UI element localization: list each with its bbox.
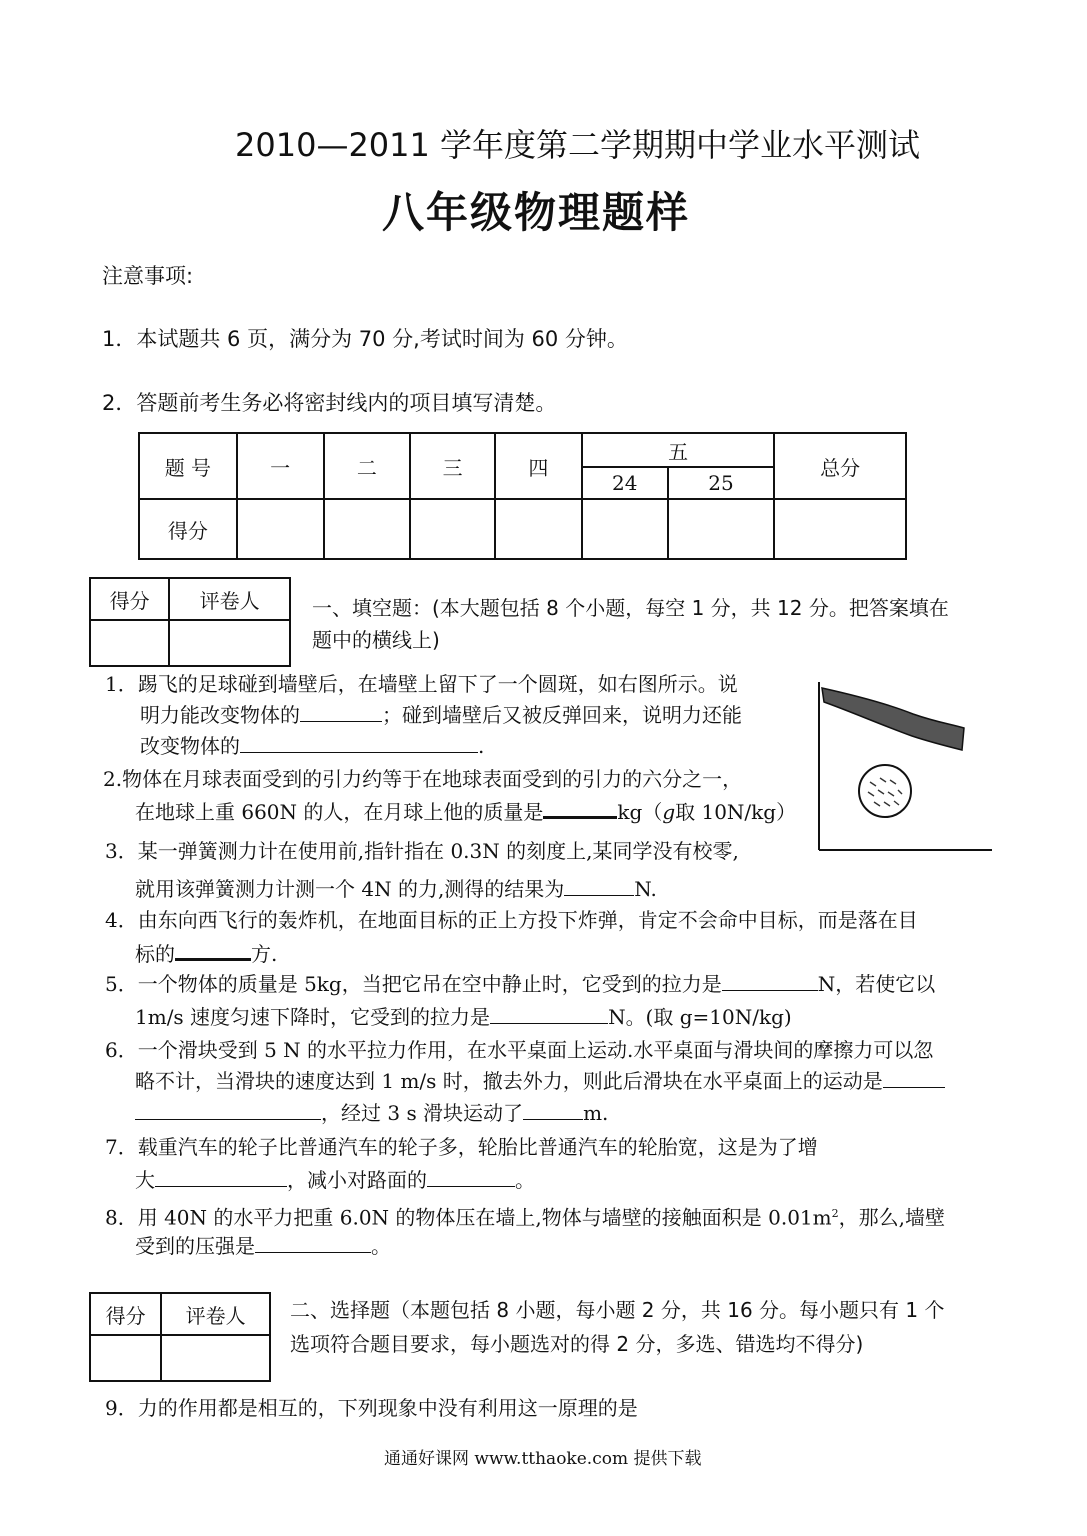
score-cell (495, 499, 582, 559)
question-7-line-1: 7．载重汽车的轮子比普通汽车的轮子多，轮胎比普通汽车的轮胎宽，这是为了增 (105, 1135, 818, 1159)
answer-blank[interactable] (523, 1099, 583, 1120)
question-4-line-1: 4．由东向西飞行的轰炸机，在地面目标的正上方投下炸弹，肯定不会命中目标，而是落在目 (105, 908, 918, 932)
grader-box-grader-label: 评卷人 (169, 578, 290, 620)
exam-subtitle: 八年级物理题样 (382, 188, 691, 237)
score-table-section-1: 一 (237, 433, 324, 499)
page-footer: 通通好课网 www.tthaoke.com 提供下载 (384, 1449, 702, 1469)
answer-blank[interactable] (255, 1232, 371, 1253)
score-cell (668, 499, 775, 559)
score-cell (237, 499, 324, 559)
score-table (138, 432, 907, 560)
question-3-line-2: 就用该弹簧测力计测一个 4N 的力,测得的结果为 N. (135, 877, 657, 901)
answer-blank[interactable] (490, 1003, 608, 1024)
score-cell (410, 499, 495, 559)
section-1-heading-cont: 题中的横线上) (312, 628, 440, 652)
grader-box-cell (161, 1335, 270, 1381)
question-1-line-3: 改变物体的 . (140, 734, 485, 758)
section-2-heading-cont: 选项符合题目要求，每小题选对的得 2 分，多选、错选均不得分) (290, 1332, 864, 1356)
answer-blank[interactable] (175, 938, 251, 961)
question-8-line-1: 8．用 40N 的水平力把重 6.0N 的物体压在墙上,物体与墙壁的接触面积是 $0.01m^2$，那么,墙壁 (105, 1205, 945, 1230)
question-2-line-1: 2.物体在月球表面受到的引力约等于在地球表面受到的引力的六分之一， (103, 767, 743, 791)
ball-trajectory-band (822, 688, 964, 750)
note-item-1: 1．本试题共 6 页，满分为 70 分,考试时间为 60 分钟。 (102, 327, 628, 351)
question-3-line-1: 3．某一弹簧测力计在使用前,指针指在 0.3N 的刻度上,某同学没有校零, (105, 839, 739, 863)
grader-box-cell (169, 620, 290, 666)
answer-blank[interactable] (240, 732, 478, 753)
score-cell (324, 499, 411, 559)
answer-blank[interactable] (300, 701, 382, 722)
answer-blank[interactable] (722, 970, 818, 991)
answer-blank[interactable] (883, 1067, 945, 1088)
grader-box-section-2 (89, 1292, 271, 1382)
question-5-line-1: 5．一个物体的质量是 5kg，当把它吊在空中静止时，它受到的拉力是 N，若使它以 (105, 972, 936, 996)
answer-blank[interactable] (427, 1166, 515, 1187)
question-1-line-2: 明力能改变物体的 ；碰到墙壁后又被反弹回来，说明力还能 (140, 703, 742, 727)
grader-box-cell (90, 620, 169, 666)
score-table-section-5: 五 (582, 433, 775, 467)
section-2-heading: 二、选择题（本题包括 8 小题，每小题 2 分，共 16 分。每小题只有 1 个 (290, 1298, 945, 1322)
answer-blank[interactable] (543, 796, 617, 819)
grader-box-score-label: 得分 (90, 578, 169, 620)
section-1-heading: 一、填空题：(本大题包括 8 个小题，每空 1 分，共 12 分。把答案填在 (312, 596, 949, 620)
notes-heading: 注意事项: (102, 264, 194, 288)
answer-blank[interactable] (135, 1099, 321, 1120)
question-5-line-2: 1m/s 速度匀速下降时，它受到的拉力是 N。(取 g=10N/kg) (135, 1005, 792, 1029)
score-table-score-label: 得分 (139, 499, 237, 559)
answer-blank[interactable] (564, 875, 634, 896)
question-2-line-2: 在地球上重 660N 的人，在月球上他的质量是 kg（g取 10N/kg） (135, 796, 796, 828)
answer-blank[interactable] (155, 1166, 287, 1187)
question-7-line-2: 大 ，减小对路面的 。 (135, 1168, 535, 1192)
score-table-section-3: 三 (410, 433, 495, 499)
wall-ball-figure (818, 682, 992, 852)
exam-title: 2010—2011 学年度第二学期期中学业水平测试 (235, 126, 921, 164)
question-9-line-1: 9．力的作用都是相互的，下列现象中没有利用这一原理的是 (105, 1396, 638, 1420)
score-table-section-2: 二 (324, 433, 411, 499)
ball-print-circle (859, 765, 911, 817)
grader-box-cell (90, 1335, 161, 1381)
question-6-line-3: ，经过 3 s 滑块运动了 m. (135, 1098, 608, 1129)
score-table-q25: 25 (668, 467, 775, 499)
score-table-section-4: 四 (495, 433, 582, 499)
question-4-line-2: 标的 方. (135, 938, 277, 970)
score-cell (582, 499, 668, 559)
question-1-line-1: 1．踢飞的足球碰到墙壁后，在墙壁上留下了一个圆斑，如右图所示。说 (105, 672, 738, 696)
grader-box-score-label: 得分 (90, 1293, 161, 1335)
question-6-line-2: 略不计，当滑块的速度达到 1 m/s 时，撤去外力，则此后滑块在水平桌面上的运动是 (135, 1066, 945, 1097)
score-table-q24: 24 (582, 467, 668, 499)
note-item-2: 2．答题前考生务必将密封线内的项目填写清楚。 (102, 391, 557, 415)
score-table-question-label: 题 号 (139, 433, 237, 499)
score-table-total-label: 总分 (774, 433, 906, 499)
question-8-line-2: 受到的压强是 。 (135, 1234, 391, 1258)
grader-box-section-1 (89, 577, 291, 667)
score-cell (774, 499, 906, 559)
question-6-line-1: 6．一个滑块受到 5 N 的水平拉力作用，在水平桌面上运动.水平桌面与滑块间的摩擦力可以忽 (105, 1038, 934, 1062)
grader-box-grader-label: 评卷人 (161, 1293, 270, 1335)
